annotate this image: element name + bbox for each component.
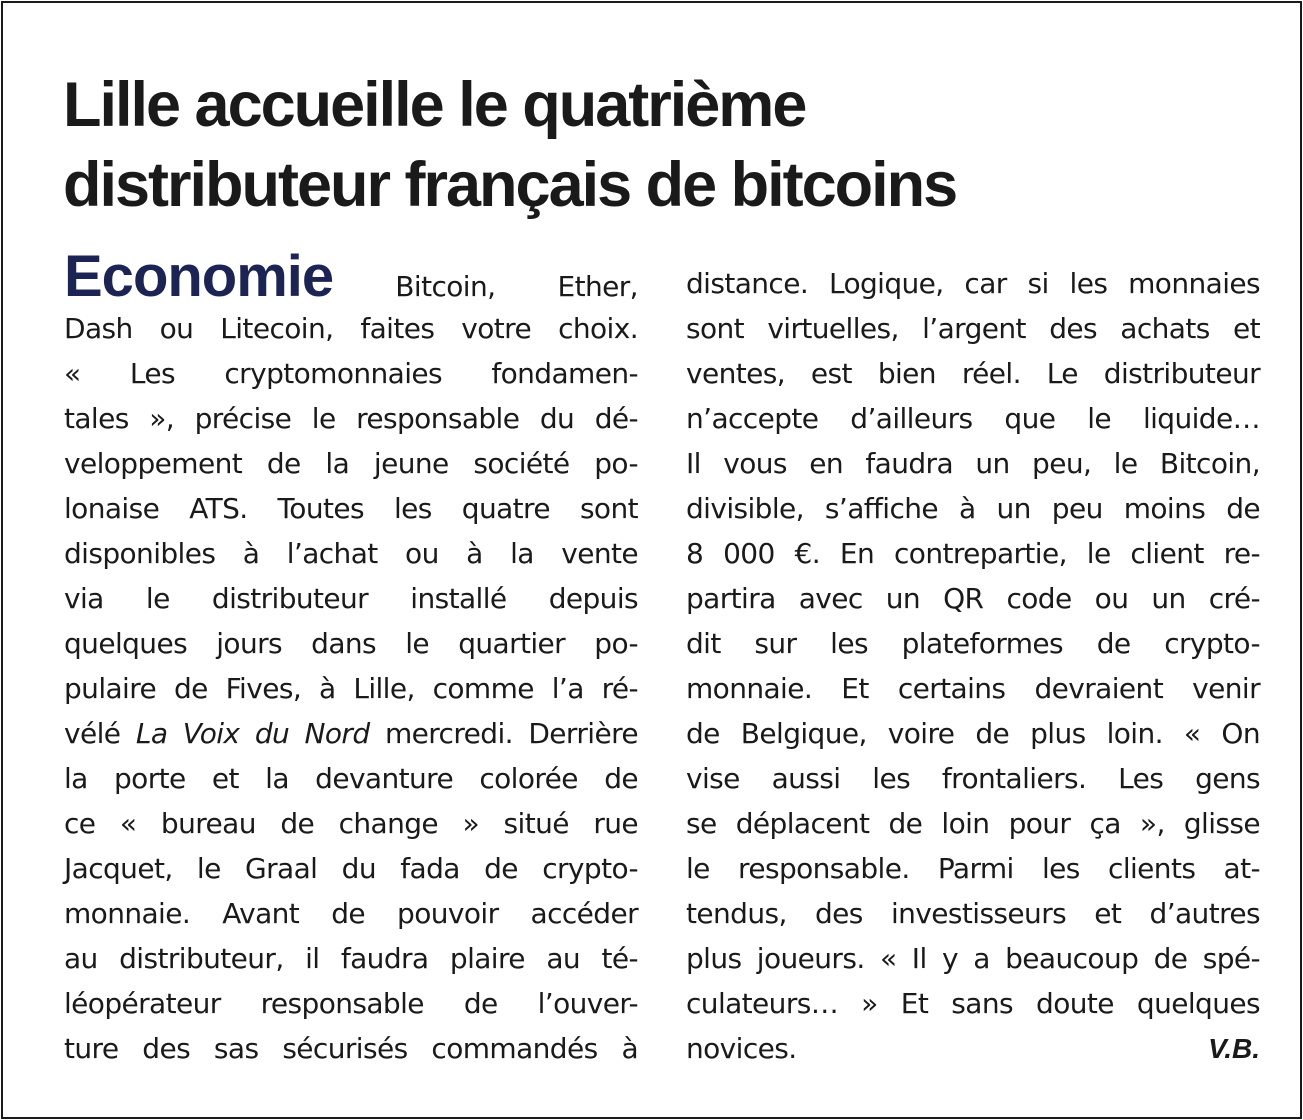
article-frame [1,1,1302,1119]
article-line: vélé La Voix du Nord mercredi. Derrière [64,717,638,750]
article-line: le responsable. Parmi les clients at- [686,852,1260,885]
article-line: la porte et la devanture colorée de [64,762,638,795]
article-column-right [686,261,1260,1071]
article-line: dit sur les plateformes de crypto- [686,627,1260,660]
newspaper-name: La Voix du Nord [135,717,370,750]
article-line: culateurs… » Et sans doute quelques [686,987,1260,1020]
article-line: lonaise ATS. Toutes les quatre sont [64,492,638,525]
article-line: léopérateur responsable de l’ouver- [64,987,638,1020]
article-line: tales », précise le responsable du dé- [64,402,638,435]
article-line: sont virtuelles, l’argent des achats et [686,312,1260,345]
article-line: Dash ou Litecoin, faites votre choix. [64,312,638,345]
article-line: Jacquet, le Graal du fada de crypto- [64,852,638,885]
article-line: ce « bureau de change » situé rue [64,807,638,840]
headline-line-2: distributeur français de bitcoins [63,150,957,220]
article-line: Economie Bitcoin, Ether, [64,244,638,309]
article-line: divisible, s’affiche à un peu moins de [686,492,1260,525]
article-line: n’accepte d’ailleurs que le liquide… [686,402,1260,435]
article-line: au distributeur, il faudra plaire au té- [64,942,638,975]
article-line: vise aussi les frontaliers. Les gens [686,762,1260,795]
article-line: Il vous en faudra un peu, le Bitcoin, [686,447,1260,480]
section-kicker: Economie [64,244,334,309]
article-line: partira avec un QR code ou un cré- [686,582,1260,615]
headline [63,65,1243,225]
article-line: monnaie. Avant de pouvoir accéder [64,897,638,930]
article-line: « Les cryptomonnaies fondamen- [64,357,638,390]
article-line: veloppement de la jeune société po- [64,447,638,480]
article-line: disponibles à l’achat ou à la vente [64,537,638,570]
article-line: tendus, des investisseurs et d’autres [686,897,1260,930]
article-line: quelques jours dans le quartier po- [64,627,638,660]
article-line: de Belgique, voire de plus loin. « On [686,717,1260,750]
article-line: distance. Logique, car si les monnaies [686,267,1260,300]
article-line: via le distributeur installé depuis [64,582,638,615]
article-line: novices. V.B. [686,1026,1260,1071]
article-line: 8 000 €. En contrepartie, le client re- [686,537,1260,570]
article-line: ventes, est bien réel. Le distributeur [686,357,1260,390]
article-line: monnaie. Et certains devraient venir [686,672,1260,705]
article-column-left [64,244,638,1071]
headline-line-1: Lille accueille le quatrième [63,70,806,140]
article-line: pulaire de Fives, à Lille, comme l’a ré- [64,672,638,705]
article-line: ture des sas sécurisés commandés à [64,1032,638,1065]
article-line: plus joueurs. « Il y a beaucoup de spé- [686,942,1260,975]
article-line: se déplacent de loin pour ça », glisse [686,807,1260,840]
author-signature: V.B. [1208,1033,1260,1064]
